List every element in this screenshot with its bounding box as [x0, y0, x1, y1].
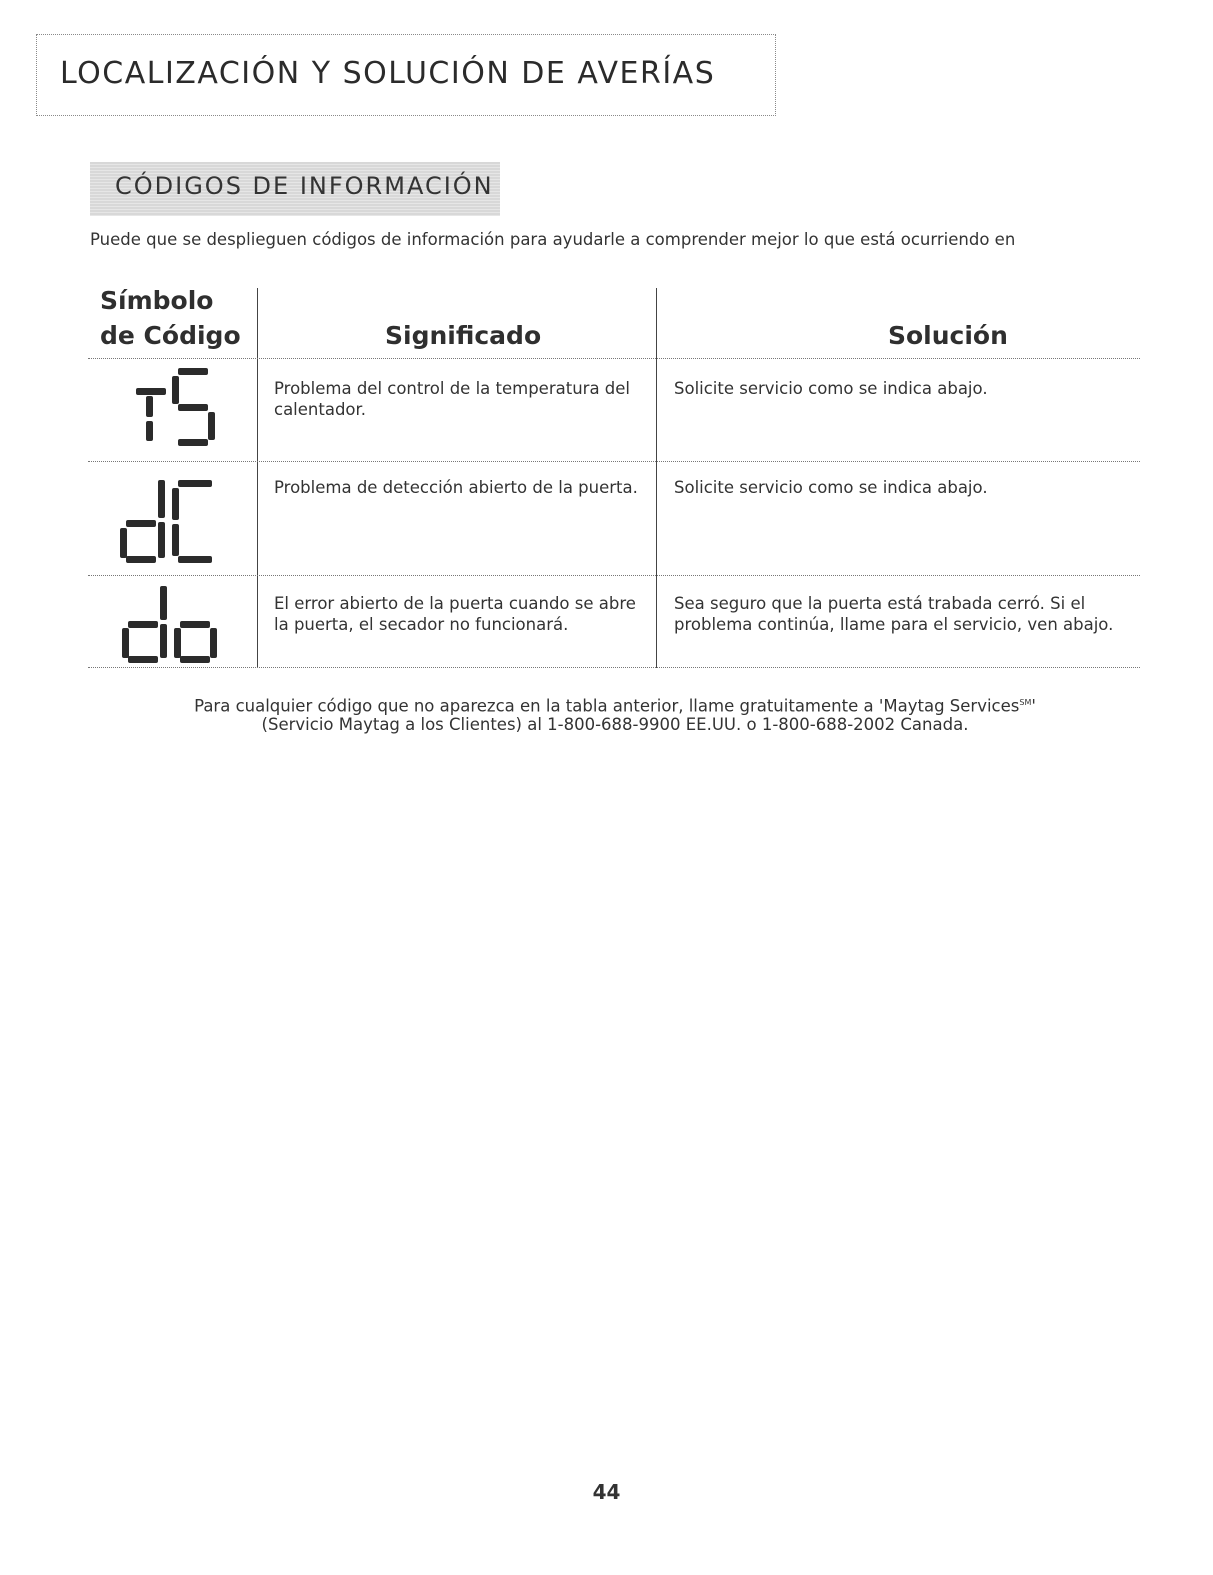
code-ts-symbol: [130, 366, 220, 448]
row-separator-1: [88, 461, 1140, 462]
row-separator-3: [88, 667, 1140, 668]
row-separator-2: [88, 575, 1140, 576]
page-number: 44: [592, 1480, 621, 1504]
header-symbol-line1: Símbolo: [100, 286, 214, 315]
section-title: CÓDIGOS DE INFORMACIÓN: [115, 172, 494, 200]
intro-text: Puede que se desplieguen códigos de información para ayudarle a comprender mejor lo que está ocurriendo en: [90, 230, 1016, 249]
row2-meaning: Problema de detección abierto de la puerta.: [274, 478, 638, 497]
row3-solution: Sea seguro que la puerta está trabada cerró. Si el problema continúa, llame para el servicio, ven abajo.: [674, 594, 1114, 634]
row-separator-header: [88, 358, 1140, 359]
row1-solution: Solicite servicio como se indica abajo.: [674, 379, 988, 398]
column-divider-1: [257, 288, 258, 668]
row2-solution: Solicite servicio como se indica abajo.: [674, 478, 988, 497]
code-dc-symbol: [118, 472, 218, 564]
footer-line1: [90, 692, 1140, 717]
footer-line1-text: Para cualquier código que no aparezca en la tabla anterior, llame gratuitamente a 'Maytag Services: [194, 696, 1020, 716]
page-title: LOCALIZACIÓN Y SOLUCIÓN DE AVERÍAS: [60, 56, 716, 91]
footer-line2: (Servicio Maytag a los Clientes) al 1-800-688-9900 EE.UU. o 1-800-688-2002 Canada.: [261, 715, 969, 734]
row3-meaning: El error abierto de la puerta cuando se abre la puerta, el secador no funcionará.: [274, 594, 636, 634]
header-solution: Solución: [888, 321, 1008, 350]
column-divider-2: [656, 288, 657, 668]
header-symbol-line2: de Código: [100, 321, 241, 350]
code-do-symbol: [120, 584, 218, 664]
footer-line1-end: ': [1031, 696, 1036, 716]
header-meaning: Significado: [385, 321, 542, 350]
row1-meaning: Problema del control de la temperatura del calentador.: [274, 379, 631, 419]
service-mark: SM: [1019, 698, 1032, 707]
